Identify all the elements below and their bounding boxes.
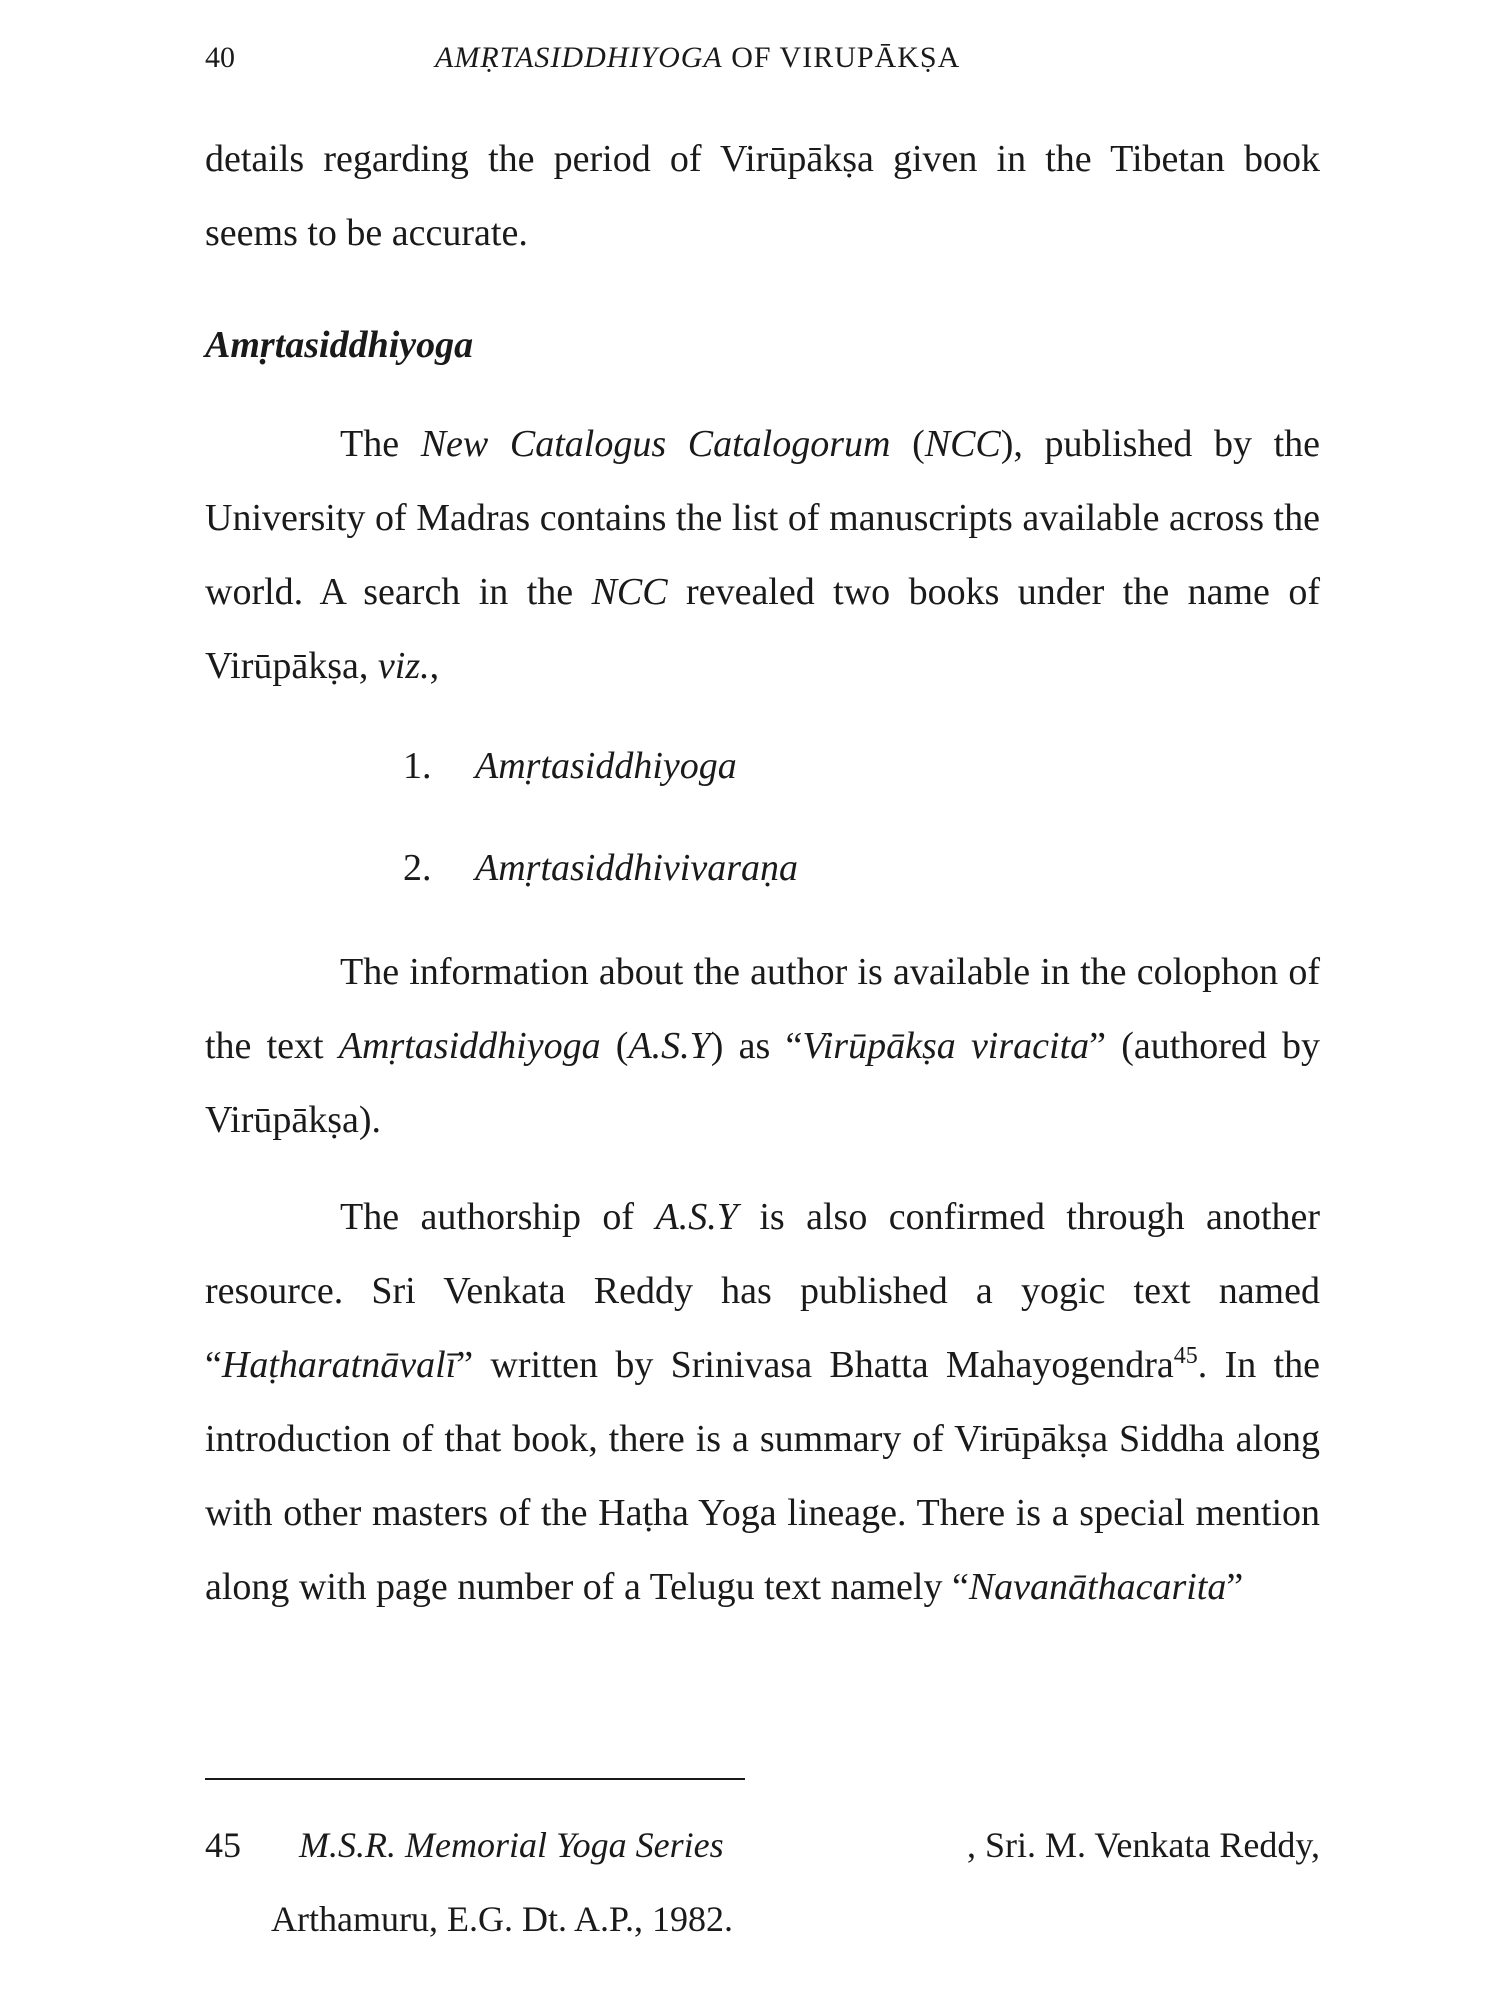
footnote-line-1 [205,1808,1320,1882]
paragraph-1: details regarding the period of Virūpākṣa given in the Tibetan book seems to be accurate. [205,138,1320,254]
italic-abbrev: NCC [591,571,668,613]
text-run: is also confirmed through another resource. Sri Venkata Reddy has published a yogic text named “ [205,1196,1321,1386]
list-item-text: Amṛtasiddhivivaraṇa [475,847,798,889]
text-run: ( [600,1025,629,1067]
text-run: ) as “ [710,1025,803,1067]
paragraph-3 [205,935,1320,1157]
italic-abbrev: A.S.Y [628,1025,711,1067]
italic-title: Haṭharatnāvalī [221,1344,457,1386]
text-run: . In the introduction of that book, there is a summary of Virūpākṣa Siddha along with other masters of the Haṭha Yoga lineage. There is a special mention along with page number of a Telugu text namely “ [205,1344,1320,1608]
italic-title: New Catalogus Catalogorum [420,423,891,465]
text-run: ” (authored by Virūpākṣa). [205,1025,1320,1141]
section-heading: Amṛtasiddhiyoga [205,324,474,366]
footnote-divider [205,1778,745,1780]
paragraph-4 [205,1180,1320,1624]
italic-title: Navanāthacarita [968,1566,1227,1608]
header-title [435,38,960,78]
list-item-number: 1. [403,745,432,787]
running-head [205,38,1325,78]
text-run: ” written by Srinivasa Bhatta Mahayogendra [456,1344,1174,1386]
text-run: ( [890,423,925,465]
text-run: The authorship of [340,1196,656,1238]
list-item-number: 2. [403,847,432,889]
text-run: The information about the author is available in the colophon of the text [205,951,1320,1067]
text-run: revealed two books under the name of Virūpākṣa, [205,571,1320,687]
footnote-line-2: Arthamuru, E.G. Dt. A.P., 1982. [271,1899,733,1939]
footnote-citation [299,1808,1320,1882]
footnote-reference: 45 [1173,1343,1198,1369]
italic-abbrev: A.S.Y [655,1196,738,1238]
italic-abbrev: NCC [924,423,1001,465]
paragraph-2 [205,407,1320,703]
footnote-number: 45 [205,1825,241,1865]
header-title-rest: OF VIRUPĀKṢA [722,41,961,74]
text-run: , [429,645,440,687]
italic-viz: viz. [377,645,430,687]
italic-quote: Virūpākṣa viracita [802,1025,1090,1067]
list-item [403,838,798,898]
footnote-series-title: M.S.R. Memorial Yoga Series [299,1825,724,1865]
list-item-text: Amṛtasiddhiyoga [475,745,737,787]
text-run: ), published by the University of Madras contains the list of manuscripts available across the world. A search in the [205,423,1320,613]
page-number: 40 [205,41,235,74]
text-run: The [340,423,421,465]
footnote [205,1808,1320,1956]
text-run: ” [1226,1566,1244,1608]
italic-title: Amṛtasiddhiyoga [338,1025,601,1067]
header-title-italic: AMṚTASIDDHIYOGA [435,41,723,74]
footnote-citation-rest: , Sri. M. Venkata Reddy, [967,1825,1320,1865]
list-item [403,736,737,796]
